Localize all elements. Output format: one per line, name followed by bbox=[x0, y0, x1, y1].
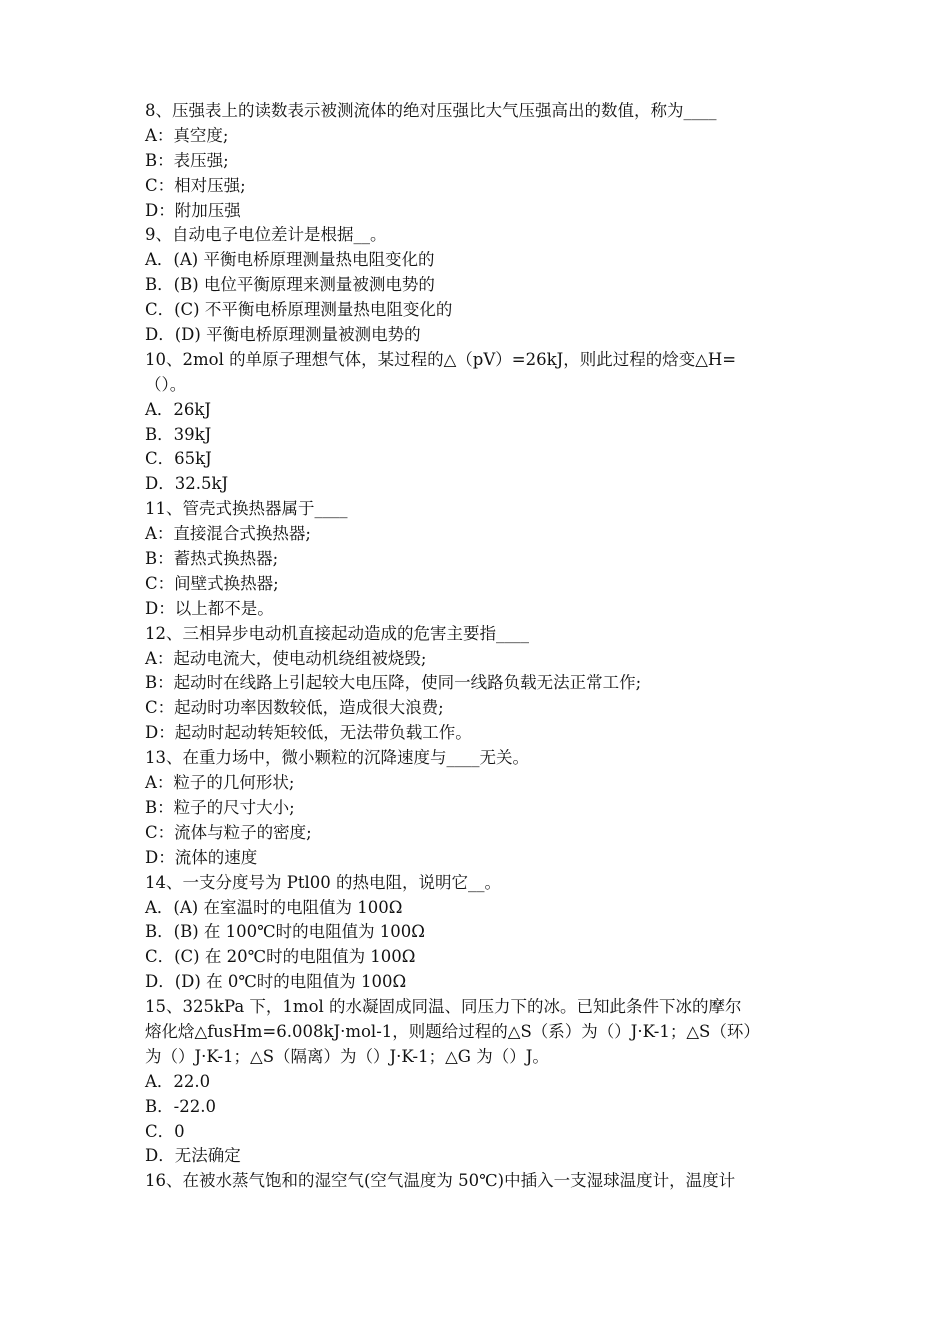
question-14-option-b: B．(B) 在 100℃时的电阻值为 100Ω bbox=[145, 922, 425, 942]
question-14-option-d: D．(D) 在 0℃时的电阻值为 100Ω bbox=[145, 972, 407, 992]
document-page bbox=[145, 99, 810, 1194]
question-9-option-a: A．(A) 平衡电桥原理测量热电阻变化的 bbox=[145, 250, 435, 270]
question-10-stem-line-1: 10、2mol 的单原子理想气体，某过程的△（pV）=26kJ，则此过程的焓变△H= bbox=[145, 349, 737, 369]
question-11-stem: 11、管壳式换热器属于____ bbox=[145, 499, 348, 519]
question-14-stem: 14、一支分度号为 Ptl00 的热电阻，说明它__。 bbox=[145, 872, 501, 892]
question-10-stem-line-2: （）。 bbox=[145, 374, 187, 394]
question-14-option-c: C．(C) 在 20℃时的电阻值为 100Ω bbox=[145, 947, 416, 967]
question-8-stem: 8、压强表上的读数表示被测流体的绝对压强比大气压强高出的数值，称为____ bbox=[145, 101, 717, 120]
question-14-option-a: A．(A) 在室温时的电阻值为 100Ω bbox=[145, 897, 403, 917]
question-9-option-d: D．(D) 平衡电桥原理测量被测电势的 bbox=[145, 325, 421, 345]
question-10-option-a: A．26kJ bbox=[145, 399, 212, 419]
question-12-option-c: C：起动时功率因数较低，造成很大浪费; bbox=[145, 698, 444, 718]
question-15-stem-line-1: 15、325kPa 下，1mol 的水凝固成同温、同压力下的冰。已知此条件下冰的摩尔 bbox=[145, 997, 742, 1017]
question-10-option-c: C．65kJ bbox=[145, 449, 212, 469]
question-12-option-a: A：起动电流大，使电动机绕组被烧毁; bbox=[145, 648, 427, 668]
question-15-stem-line-2: 熔化焓△fusHm=6.008kJ·mol-1，则题给过程的△S（系）为（）J·K-1；△S（环） bbox=[145, 1021, 760, 1041]
question-11-option-d: D：以上都不是。 bbox=[145, 598, 274, 618]
question-13-option-d: D：流体的速度 bbox=[145, 847, 258, 867]
question-15-stem-line-3: 为（）J·K-1；△S（隔离）为（）J·K-1；△G 为（）J。 bbox=[145, 1046, 549, 1066]
question-15-option-d: D．无法确定 bbox=[145, 1146, 241, 1166]
question-9-option-b: B．(B) 电位平衡原理来测量被测电势的 bbox=[145, 275, 435, 295]
question-15-option-a: A．22.0 bbox=[145, 1071, 211, 1091]
question-11-option-b: B：蓄热式换热器; bbox=[145, 549, 279, 569]
question-15-option-c: C．0 bbox=[145, 1121, 185, 1141]
question-9-stem: 9、自动电子电位差计是根据__。 bbox=[145, 225, 387, 245]
question-15-option-b: B．-22.0 bbox=[145, 1096, 216, 1116]
question-11-option-c: C：间壁式换热器; bbox=[145, 573, 279, 593]
question-8-option-d: D：附加压强 bbox=[145, 200, 241, 220]
question-8-option-c: C：相对压强; bbox=[145, 175, 246, 195]
question-8-option-a: A：真空度; bbox=[145, 125, 229, 145]
question-8-option-b: B：表压强; bbox=[145, 150, 229, 170]
question-13-option-c: C：流体与粒子的密度; bbox=[145, 822, 312, 842]
question-13-stem: 13、在重力场中，微小颗粒的沉降速度与____无关。 bbox=[145, 748, 529, 768]
question-10-option-b: B．39kJ bbox=[145, 424, 212, 444]
question-13-option-a: A：粒子的几何形状; bbox=[145, 773, 295, 793]
question-12-option-d: D：起动时起动转矩较低，无法带负载工作。 bbox=[145, 723, 472, 743]
question-16-stem: 16、在被水蒸气饱和的湿空气(空气温度为 50℃)中插入一支湿球温度计，温度计 bbox=[145, 1171, 736, 1191]
question-13-option-b: B：粒子的尺寸大小; bbox=[145, 797, 295, 817]
question-9-option-c: C．(C) 不平衡电桥原理测量热电阻变化的 bbox=[145, 300, 453, 320]
question-12-stem: 12、三相异步电动机直接起动造成的危害主要指____ bbox=[145, 623, 529, 643]
question-12-option-b: B：起动时在线路上引起较大电压降，使同一线路负载无法正常工作; bbox=[145, 673, 642, 693]
question-11-option-a: A：直接混合式换热器; bbox=[145, 524, 311, 544]
question-10-option-d: D．32.5kJ bbox=[145, 474, 229, 494]
